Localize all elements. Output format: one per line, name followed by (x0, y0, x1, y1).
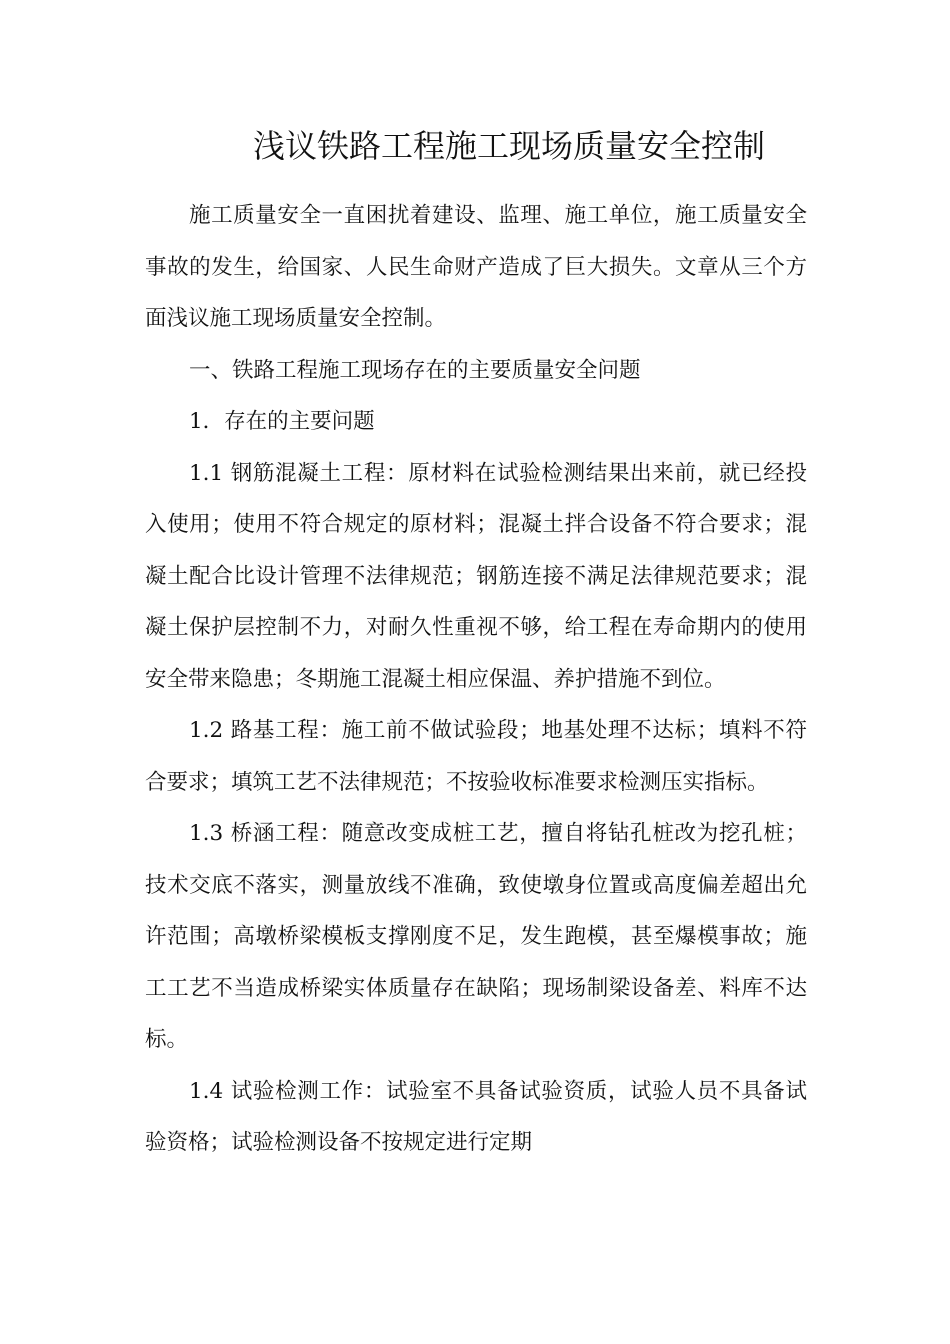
paragraph-1-1: 1.1 钢筋混凝土工程：原材料在试验检测结果出来前，就已经投入使用；使用不符合规定的原材料；混凝土拌合设备不符合要求；混凝土配合比设计管理不法律规范；钢筋连接不满足法律规范要求；混凝土保护层控制不力，对耐久性重视不够，给工程在寿命期内的使用安全带来隐患；冬期施工混凝土相应保温、养护措施不到位。 (145, 460, 807, 692)
section-heading-1: 一、铁路工程施工现场存在的主要质量安全问题 (189, 357, 641, 383)
paragraph-1-4: 1.4 试验检测工作：试验室不具备试验资质，试验人员不具备试验资格；试验检测设备不按规定进行定期 (145, 1078, 807, 1155)
subsection-heading-1: 1．存在的主要问题 (189, 409, 375, 434)
document-body (145, 190, 807, 1169)
paragraph-1-3: 1.3 桥涵工程：随意改变成桩工艺，擅自将钻孔桩改为挖孔桩；技术交底不落实，测量放线不准确，致使墩身位置或高度偏差超出允许范围；高墩桥梁模板支撑刚度不足，发生跑模，甚至爆模事故；施工工艺不当造成桥梁实体质量存在缺陷；现场制梁设备差、料库不达标。 (145, 821, 807, 1052)
intro-paragraph: 施工质量安全一直困扰着建设、监理、施工单位，施工质量安全事故的发生，给国家、人民生命财产造成了巨大损失。文章从三个方面浅议施工现场质量安全控制。 (145, 203, 807, 331)
paragraph-1-2: 1.2 路基工程：施工前不做试验段；地基处理不达标；填料不符合要求；填筑工艺不法律规范；不按验收标准要求检测压实指标。 (145, 718, 807, 795)
document-title: 浅议铁路工程施工现场质量安全控制 (252, 127, 765, 165)
